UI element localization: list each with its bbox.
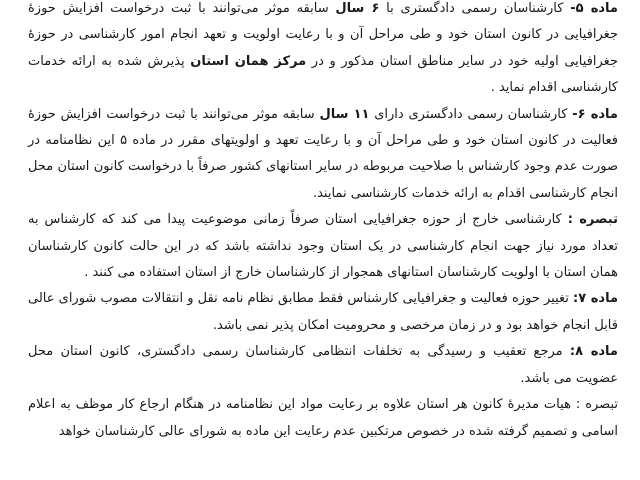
paragraph-text: تغییر حوزه فعالیت و جغرافیایی کارشناس فقط مطابق نظام نامه نقل و انتقالات مصوب شورای عالی قابل انجام خواهد بود و در زمان مرخصی و محرومیت امکان پذیر نمی باشد.	[28, 291, 618, 333]
paragraph	[28, 102, 618, 208]
paragraph-heading: ماده ۵-	[570, 1, 618, 16]
paragraph-text: کارشناسی خارج از حوزه جغرافیایی استان صرفاً زمانی موضوعیت پیدا می کند که کارشناس به تعداد مورد نیاز جهت انجام کارشناسی در یک استان وجود نداشته باشد که در این حالت کانون کارشناسان همان استان با اولویت کارشناسان استانهای همجوار از کارشناسان خارج از استان استفاده می کنند .	[28, 212, 618, 281]
emphasis-text: ۱۱ سال	[319, 106, 370, 122]
paragraph-heading: تبصره :	[575, 397, 618, 413]
paragraph-text: سابقه موثر می‌توانند با ثبت درخواست افزایش حوزهٔ جغرافیایی در کانون استان خود و طی مراحل آن و با رعایت اولویت و تعهد انجام امور کارشناسی در حوزهٔ جغرافیایی اولیه خود در سایر مناطق استان مذکور و در	[28, 1, 618, 69]
emphasis-text: ۶ سال	[335, 1, 380, 16]
paragraph-heading: ماده ۶-	[572, 106, 618, 122]
paragraph	[28, 286, 618, 339]
paragraph-text: پذیرش شده به ارائه خدمات کارشناسی اقدام نماید .	[28, 53, 618, 96]
paragraph	[28, 392, 618, 445]
paragraph	[28, 339, 618, 392]
paragraph-heading: تبصره :	[567, 212, 618, 228]
paragraph	[28, 207, 618, 286]
paragraph-text: کارشناسان رسمی دادگستری با	[379, 1, 571, 16]
paragraph-text: کارشناسان رسمی دادگستری دارای	[369, 106, 573, 122]
paragraph-text: سابقه موثر می‌توانند با ثبت درخواست افزایش حوزهٔ فعالیت در کانون استان خود و طی مراحل آن و با رعایت تعهد و اولویتهای مقرر در ماده ۵ این نظامنامه در صورت عدم وجود کارشناس با صلاحیت مربوطه در سایر استانهای کشور صرفاً با درخواست کانون استان محل انجام کارشناسی اقدام به ارائه خدمات کارشناسی نمایند.	[28, 106, 618, 201]
paragraph	[28, 0, 618, 102]
paragraph-heading: ماده ۷:	[573, 291, 618, 307]
document-body	[28, 0, 618, 445]
paragraph-heading: ماده ۸:	[569, 344, 618, 360]
paragraph-text: هیات مدیرهٔ کانون هر استان علاوه بر رعایت مواد این نظامنامه در هنگام ارجاع کار موظف به اعلام اسامی و تصمیم گرفته شده در خصوص مرتکبین عدم رعایت این ماده به شورای عالی کارشناسان خواهد	[28, 397, 618, 439]
paragraph-text: مرجع تعقیب و رسیدگی به تخلفات انتظامی کارشناسان رسمی دادگستری، کانون استان محل عضویت می باشد.	[28, 344, 618, 386]
emphasis-text: مرکز همان استان	[190, 53, 307, 69]
